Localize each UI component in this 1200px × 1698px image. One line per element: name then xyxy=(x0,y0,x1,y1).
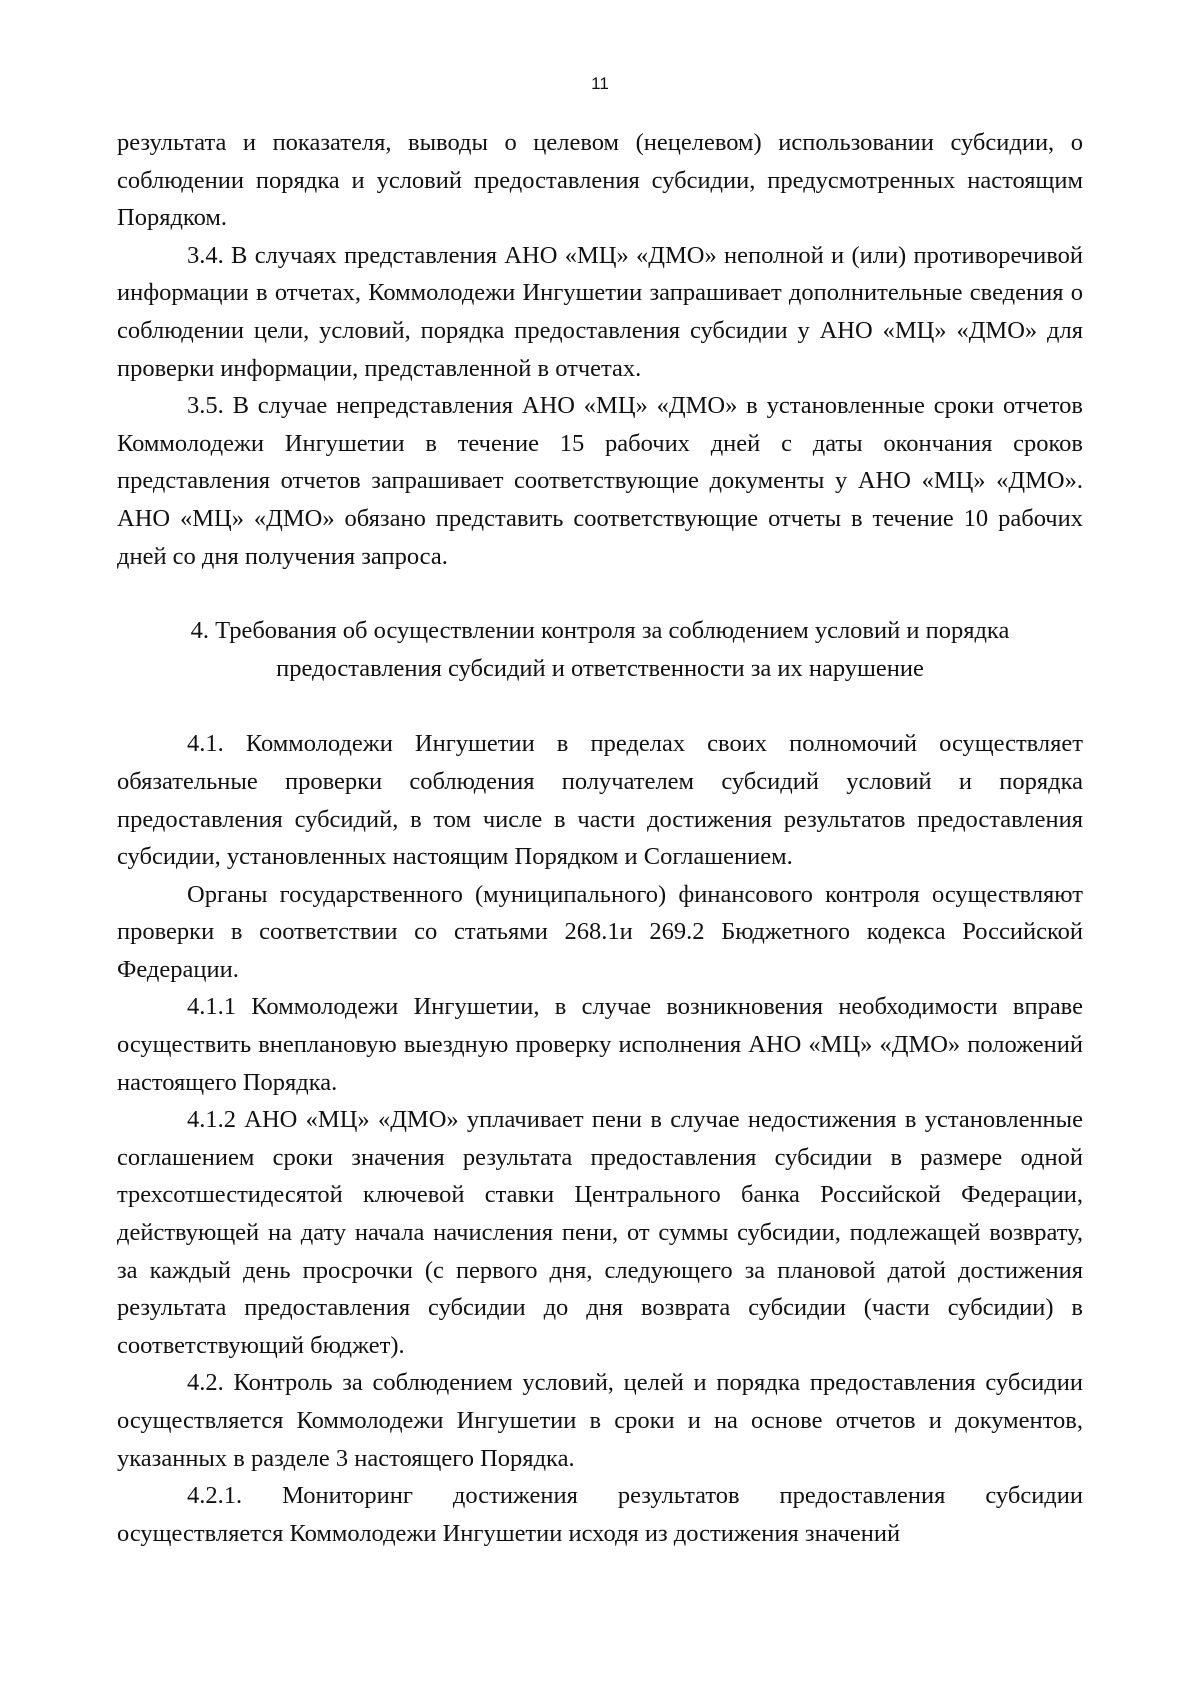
paragraph-continuation: результата и показателя, выводы о целевом (нецелевом) использовании субсидии, о соблюдении порядка и условий предоставления субсидии, предусмотренных настоящим Порядком. xyxy=(117,129,1083,232)
paragraph-4-1-1: 4.1.1 Коммолодежи Ингушетии, в случае возникновения необходимости вправе осуществить внеплановую выездную проверку исполнения АНО «МЦ» «ДМО» положений настоящего Порядка. xyxy=(117,993,1083,1096)
paragraph-4-1-2: 4.1.2 АНО «МЦ» «ДМО» уплачивает пени в случае недостижения в установленные соглашением сроки значения результата предоставления субсидии в размере одной трехсотшестидесятой ключевой ставки Центрального банка Российской Федерации, действующей на дату начала начисления пени, от суммы субсидии, подлежащей возврату, за каждый день просрочки (с первого дня, следующего за плановой датой достижения результата предоставления субсидии до дня возврата субсидии (части субсидии) в соответствующий бюджет). xyxy=(117,1106,1083,1359)
paragraph-4-2-1: 4.2.1. Мониторинг достижения результатов предоставления субсидии осуществляется Коммолодежи Ингушетии исходя из достижения значений xyxy=(117,1482,1083,1547)
section-heading-line-1: 4. Требования об осуществлении контроля за соблюдением условий и порядка xyxy=(190,617,1010,645)
document-body xyxy=(117,124,1083,1552)
paragraph-3-4: 3.4. В случаях представления АНО «МЦ» «ДМО» неполной и (или) противоречивой информации в отчетах, Коммолодежи Ингушетии запрашивает дополнительные сведения о соблюдении цели, условий, порядка предоставления субсидии у АНО «МЦ» «ДМО» для проверки информации, представленной в отчетах. xyxy=(117,241,1083,382)
paragraph-4-1: 4.1. Коммолодежи Ингушетии в пределах своих полномочий осуществляет обязательные проверки соблюдения получателем субсидий условий и порядка предоставления субсидий, в том числе в части достижения результатов предоставления субсидии, установленных настоящим Порядком и Соглашением. xyxy=(117,730,1083,871)
paragraph-3-5: 3.5. В случае непредставления АНО «МЦ» «ДМО» в установленные сроки отчетов Коммолодежи Ингушетии в течение 15 рабочих дней с даты окончания сроков представления отчетов запрашивает соответствующие документы у АНО «МЦ» «ДМО». АНО «МЦ» «ДМО» обязано представить соответствующие отчеты в течение 10 рабочих дней со дня получения запроса. xyxy=(117,392,1083,570)
paragraph-4-2: 4.2. Контроль за соблюдением условий, целей и порядка предоставления субсидии осуществляется Коммолодежи Ингушетии в сроки и на основе отчетов и документов, указанных в разделе 3 настоящего Порядка. xyxy=(117,1369,1083,1472)
paragraph-control-bodies: Органы государственного (муниципального) финансового контроля осуществляют проверки в соответствии со статьями 268.1и 269.2 Бюджетного кодекса Российской Федерации. xyxy=(117,880,1083,983)
section-heading-line-2: предоставления субсидий и ответственности за их нарушение xyxy=(276,654,924,682)
page-number: 11 xyxy=(591,74,609,93)
section-heading xyxy=(117,612,1083,687)
